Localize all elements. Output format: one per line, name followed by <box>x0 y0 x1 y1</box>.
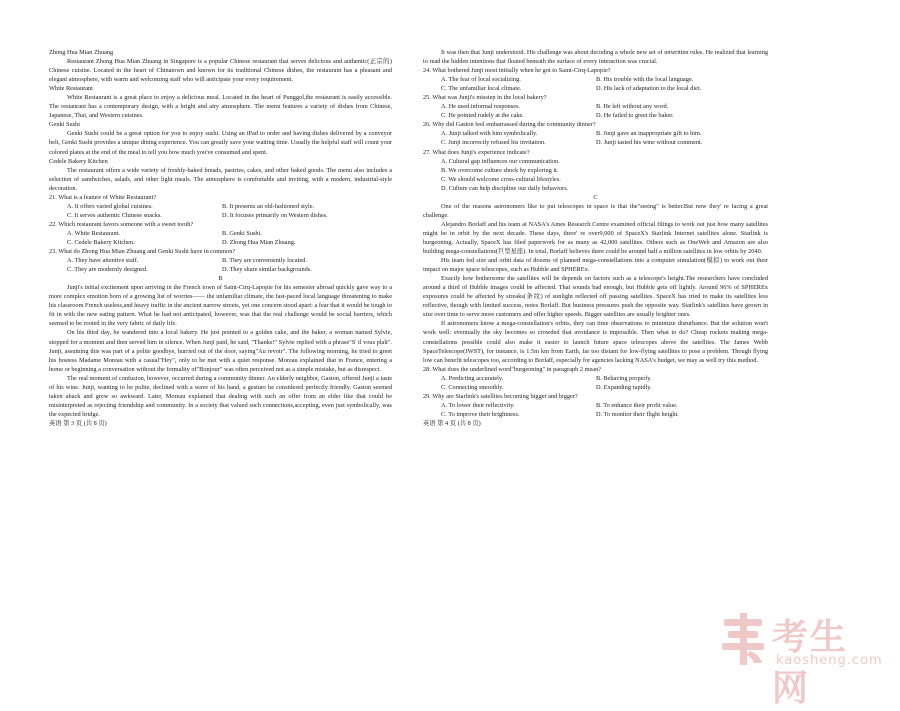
question-27-stem: 27. What does Junji's experience indicate? <box>423 148 530 156</box>
passage-c-paragraph: One of the reasons astronomers like to put telescopes in space is that the"seeing" is better.But now they' re facing a great challenge. <box>423 202 768 219</box>
option-c: C. The unfamiliar local climate. <box>441 85 522 93</box>
option-row <box>423 374 768 383</box>
right-column <box>423 48 768 428</box>
restaurant-name: Genki Sushi <box>49 121 80 129</box>
question-stem: 24. What bothered Junji most initially when he got to Saint-Cirq-Lapopie? <box>423 67 611 75</box>
watermark-logo <box>720 607 883 709</box>
option-b: B. Junji gave an inappropriate gift to him. <box>596 130 702 138</box>
question-stem: 28. What does the underlined word"burgeoning" in paragraph 2 mean? <box>423 365 602 373</box>
option-row <box>423 111 768 120</box>
passage-b-conclusion: It was then that Junji understood. His challenge was about decoding a whole new set of unwritten rules. He realized that learning to read the hidden intentions that floated beneath the surface of every interaction was crucial. <box>423 49 768 66</box>
questions-24-26 <box>423 66 768 147</box>
option-d: D. It focuses primarily on Western dishes. <box>222 211 328 219</box>
page-footer-right: 英语 第 4 页 (共 8 页) <box>423 419 481 427</box>
restaurant-name: Cedele Bakery Kitchen <box>49 157 108 165</box>
restaurant-description: Restaurant Zhong Hua Mian Zhuang in Singapore is a popular Chinese restaurant that serves delicious and authentic(正宗的) Chinese cuisine. Located in the heart of Chinatown and known for its traditional Chinese dishes, the restaurant has a pleasant and elegant atmosphere, with warm and welcoming staff who will anticipate your every requirement. <box>49 58 392 84</box>
option-b: B. To enhance their profit value. <box>596 401 678 409</box>
watermark-chinese: 考生网 <box>772 617 849 709</box>
page-footer-left: 英语 第 3 页 (共 8 页) <box>49 419 107 427</box>
option-a: A. Predicting accurately. <box>441 374 504 382</box>
option-row <box>49 238 392 247</box>
question-stem: 26. Why did Gaston feel embarrassed during the community dinner? <box>423 121 596 129</box>
option-row <box>49 211 392 220</box>
section-b-question <box>423 93 768 120</box>
question-stem: 25. What was Junji's misstep in the local bakery? <box>423 94 547 102</box>
option-a: A. It offers varied global cuisines. <box>67 202 153 210</box>
kaosheng-logo-icon <box>720 613 766 665</box>
option-row <box>423 75 768 84</box>
option-b: B. He left without any word. <box>596 103 669 111</box>
passage-b-paragraph: Junji's initial excitement upon arriving in the French town of Saint-Cirq-Lapopie for his semester abroad quickly gave way to a more complex emotion born of a growing list of worries—— the unfamiliar climate, the fast-paced local language threatening to make his classroom French useless,and heavy traffic in the ancient narrow streets, yet one concern stood apart: a fear that it would be tough to fit in with the new eating pattern. What he had not anticipated, however, was that the real challenge would be social barriers, which seemed to be rooted in the very fabric of daily life. <box>49 284 392 328</box>
option-a: A. The fear of local socializing. <box>441 76 521 84</box>
passage-b <box>49 283 392 419</box>
option-b: B. It presents an old-fashioned style. <box>222 202 315 210</box>
option-a: A. To lower their reflectivity. <box>441 401 515 409</box>
option-row <box>49 256 392 265</box>
passage-c <box>423 202 768 365</box>
restaurant-name: Zhong Hua Mian Zhuang <box>49 49 114 56</box>
option-c: C. They are modernly designed. <box>67 266 148 274</box>
option-d: D. To monitor their flight height. <box>596 410 679 418</box>
section-b-question <box>423 120 768 147</box>
option-row <box>49 202 392 211</box>
option-row <box>423 102 768 111</box>
questions-28-29 <box>423 365 768 419</box>
restaurant-description: White Restaurant is a great place to enjoy a delicious meal. Located in the heart of Punggol,the restaurant is easily accessible. The restaurant has a contemporary design, with a bright and airy atmosphere. The menu features a variety of dishes from Chinese, Japanese, Thai, and Western cuisines. <box>49 94 392 120</box>
passage-c-paragraph: If astronomers know a mega-constellation's orbits, they can time observations to minimize disturbance. But the solution won't work well: eventually the sky becomes so crowded that avoidance is impossible. Then what to do? Cheap rockets making mega-constellations possible could also make it easier to launch future space telescopes above the satellites. The James Webb SpaceTelescope(JWST), for instance, is 1.5m km from Earth, far too distant for low-flying satellites to pose a problem. Though flying low can benefit telescopes too, according to Borlaff, especially for agencies lacking NASA's budget, we may as well try this method. <box>423 320 768 364</box>
questions-21-23 <box>49 193 392 274</box>
option-c: C. Connecting smoothly. <box>441 383 504 391</box>
option-a: A. He used informal responses. <box>441 103 521 111</box>
question-stem: 23. What do Zhong Hua Mian Zhuang and Genki Sushi have in common? <box>49 248 236 256</box>
option-d: D. His lack of adaptation to the local diet. <box>596 85 702 93</box>
section-c-question <box>423 365 768 392</box>
left-passage-a <box>49 48 392 193</box>
section-b-question <box>423 66 768 93</box>
option-d: D. Zhong Hua Mian Zhuang. <box>222 238 296 246</box>
option-a: A. They have attentive staff. <box>67 257 139 265</box>
question-27-option-b: B. We overcome culture shock by exploring it. <box>441 166 559 174</box>
option-row <box>423 383 768 392</box>
option-b: B. Genki Sushi. <box>222 229 262 237</box>
option-d: D. They share similar backgrounds. <box>222 266 312 274</box>
watermark-url: kaosheng.com <box>776 653 883 668</box>
option-b: B. Behaving properly. <box>596 374 652 382</box>
section-b-heading: B <box>218 275 223 283</box>
option-d: D. He failed to greet the baker. <box>596 112 674 120</box>
passage-c-paragraph: Exactly how bothersome the satellites will be depends on factors such as a telescope's height.The researchers have concluded around a third of Hubble images could be affected. That sounds bad enough, but Hubble gets off lightly. Around 96% of SPHEREx exposures could be affected by streaks(条纹) of sunlight reflected off passing satellites. SpaceX has tried to make its satellites less reflective, though with limited success, notes Borlaff. But business pressures push the opposite way. Starlink's satellites have grown in size over time to serve more customers and offer higher speeds. Bigger satellites are usually brighter ones. <box>423 275 768 319</box>
option-c: C. It serves authentic Chinese snacks. <box>67 211 162 219</box>
option-c: C. To improve their brightness. <box>441 410 520 418</box>
question-27-option-a: A. Cultural gap influences our communication. <box>441 157 560 165</box>
left-column <box>49 48 392 428</box>
question-27-option-d: D. Culture can help discipline our daily behaviors. <box>441 184 569 192</box>
restaurant-description: Genki Sushi could be a great option for you to enjoy sushi. Using an iPad to order and having dishes delivered by a conveyor belt, Genki Sushi provides a unique dining experience. You can greatly save your waiting time. Usually the helpful staff will count your colored plates at the end of the meal to tell you how much you've consumed and spent. <box>49 130 392 156</box>
option-a: A. Junji talked with him symbolically. <box>441 130 538 138</box>
option-c: C. Junji incorrectly refused his invitation. <box>441 139 546 147</box>
option-c: C. He pointed rudely at the cake. <box>441 112 524 120</box>
section-a-question <box>49 247 392 274</box>
question-27 <box>423 148 768 193</box>
passage-c-paragraph: His team fed size and orbit data of dozens of planned mega-constellations into a computer simulation(模拟) to work out their impact on major space telescopes, such as Hubble and SPHEREx. <box>423 257 768 274</box>
question-stem: 22. Which restaurant favors someone with a sweet tooth? <box>49 220 194 228</box>
section-c-question <box>423 392 768 419</box>
passage-c-paragraph: Alejandro Borlaff and his team at NASA's Ames Research Centre examined official filings to work out just how many satellites might be in orbit by the next decade. These days, there' re over9,000 of SpaceX's Starlink Internet satellites alone. Starlink is burgeoning. Actually, SpaceX has filed paperwork for as many as 42,000 satellites. Others such as OneWeb and Amazon are also building mega-constellations(巨型星座). In total, Borlaff believes there could be around half a million satellites in low orbits by 2040. <box>423 220 768 256</box>
option-row <box>49 229 392 238</box>
option-b: B. His trouble with the local language. <box>596 76 694 84</box>
option-row <box>423 401 768 410</box>
restaurant-description: The restaurant offers a wide variety of freshly-baked breads, pastries, cakes, and other baked goods. The menu also includes a selection of sandwiches, salads, and other light meals. The atmosphere is comfortable and inviting, with a modern, industrial-style decoration. <box>49 166 392 192</box>
option-row <box>423 84 768 93</box>
option-row <box>423 129 768 138</box>
option-b: B. They are conveniently located. <box>222 257 307 265</box>
option-d: D. Expanding rapidly. <box>596 383 652 391</box>
option-row <box>49 265 392 274</box>
option-a: A. White Restaurant. <box>67 229 121 237</box>
question-stem: 29. Why are Starlink's satellites becoming bigger and bigger? <box>423 392 578 400</box>
question-stem: 21. What is a feature of White Restaurant? <box>49 193 157 201</box>
option-row <box>423 410 768 419</box>
question-27-option-c: C. We should welcome cross-cultural lifestyles. <box>441 175 561 183</box>
option-row <box>423 138 768 147</box>
passage-b-paragraph: On his third day, he wandered into a local bakery. He just pointed to a golden cake, and the baker, a woman named Sylvie, stopped for a moment and then served him in silence. When Junji paid, he said, "Thanks!" Sylvie replied with a phrase"S' il vous plaît". Junji, assuming this was part of a polite goodbye, hurried out of the door, saying"Au revoir". The following morning, he tried to greet his hostess Madame Moreau with a casual"Hey", only to be met with a quiet response. Moreau explained that in France, entering a home or beginning a conversation without the formality of"Bonjour" was often perceived not as a simple mistake, but as disrespect. <box>49 329 392 373</box>
section-a-question <box>49 220 392 247</box>
restaurant-name: White Restaurant <box>49 85 93 93</box>
option-c: C. Cedele Bakery Kitchen. <box>67 238 135 246</box>
option-d: D. Junji tasted his wine without comment. <box>596 139 703 147</box>
section-a-question <box>49 193 392 220</box>
section-c-heading: C <box>593 193 598 201</box>
passage-b-paragraph: The real moment of confusion, however, occurred during a community dinner. An elderly neighbor, Gaston, offered Junji a taste of his wine. Junji, wanting to be polite, declined with a wave of his hand, a gesture he considered perfectly friendly. Gaston seemed taken aback and grew so awkward. Later, Moreau explained that dealing with such an offer from an elder like that could be misinterpreted as rejecting friendship and community. In a society that valued such connections,accepting, even just symbolically, was the expected bridge. <box>49 374 392 418</box>
